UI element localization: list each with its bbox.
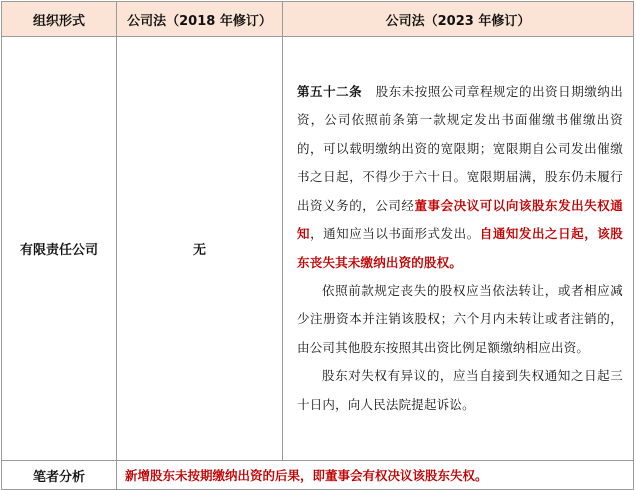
header-org-form: 组织形式 bbox=[2, 2, 117, 37]
article-paragraph-3: 股东对失权有异议的，应当自接到失权通知之日起三十日内，向人民法院提起诉讼。 bbox=[297, 368, 623, 412]
law-2023-cell bbox=[283, 37, 634, 461]
highlight-lose-equity: 自通知发出之日起，该股东丧失其未缴纳出资的股权。 bbox=[297, 226, 624, 270]
note-row bbox=[2, 461, 634, 490]
article-paragraph-2: 依照前款规定丧失的股权应当依法转让，或者相应减少注册资本并注销该股权；六个月内未转让或者注销的，由公司其他股东按照其出资比例足额缴纳相应出资。 bbox=[297, 282, 623, 355]
article-text-a: 股东未按照公司章程规定的出资日期缴纳出资，公司依照前条第一款规定发出书面催缴书催缴出资的，可以载明缴纳出资的宽限期；宽限期自公司发出催缴书之日起，不得少于六十日。宽限期届满，股东仍未履行出资义务的，公司经 bbox=[297, 84, 623, 213]
header-law-2023: 公司法（2023 年修订） bbox=[283, 2, 634, 37]
header-law-2018: 公司法（2018 年修订） bbox=[117, 2, 283, 37]
law-comparison-table bbox=[1, 1, 634, 490]
article-paragraph-1 bbox=[297, 78, 623, 277]
article-text-b: ，通知应当以书面形式发出。 bbox=[310, 226, 480, 242]
article-number: 第五十二条 bbox=[297, 84, 363, 100]
note-label: 笔者分析 bbox=[2, 461, 117, 490]
highlight-forfeiture-notice: 董事会决议可以向该股东发出失权通知 bbox=[297, 197, 623, 242]
table-row bbox=[2, 37, 634, 461]
org-form-cell: 有限责任公司 bbox=[2, 37, 117, 461]
header-row bbox=[2, 2, 634, 37]
note-text: 新增股东未按期缴纳出资的后果，即董事会有权决议该股东失权。 bbox=[117, 461, 634, 490]
law-2018-cell: 无 bbox=[117, 37, 283, 461]
